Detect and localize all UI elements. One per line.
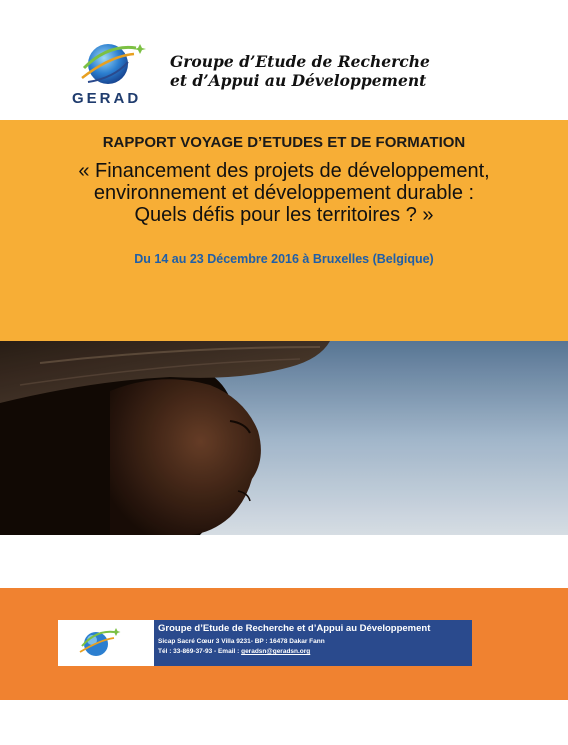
footer-logo-box <box>58 620 154 666</box>
org-name-line2: et d’Appui au Développement <box>170 71 427 90</box>
report-type: RAPPORT VOYAGE D’ETUDES ET DE FORMATION <box>102 134 466 151</box>
dates: Du 14 au 23 Décembre 2016 à Bruxelles (Belgique) <box>134 252 434 266</box>
footer-logo-icon <box>58 620 154 666</box>
org-name <box>170 52 430 90</box>
man-in-hat-photo <box>0 341 568 535</box>
page-footer <box>0 588 568 700</box>
main-title <box>30 160 538 226</box>
title-line2: environnement et développement durable : <box>93 182 475 204</box>
footer-contact-line <box>158 648 310 655</box>
footer-contact <box>154 620 472 666</box>
footer-org-name: Groupe d’Etude de Recherche et d’Appui au Développement <box>158 623 431 634</box>
org-name-line1: Groupe d’Etude de Recherche <box>170 52 430 71</box>
logo-text: GERAD <box>72 90 142 107</box>
title-banner <box>0 120 568 341</box>
footer-tel: Tél : 33-869-37-93 - Email : <box>158 648 242 655</box>
footer-address: Sicap Sacré Cœur 3 Villa 9231- BP : 16478 Dakar Fann <box>158 638 325 645</box>
footer-email-link[interactable]: geradsn@geradsn.org <box>241 648 311 655</box>
title-line1: « Financement des projets de développement, <box>78 160 490 182</box>
page-header <box>0 0 568 120</box>
cover-photo <box>0 341 568 535</box>
title-line3: Quels défis pour les territoires ? » <box>134 204 434 226</box>
